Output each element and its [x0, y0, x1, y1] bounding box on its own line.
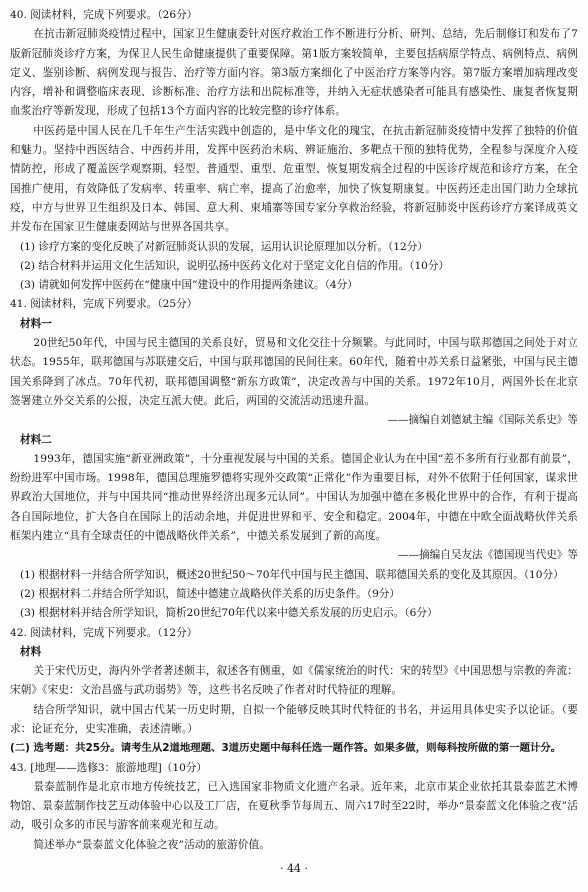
- material-2-text: 1993年，德国实施“新亚洲政策”，十分重视发展与中国的关系。德国企业认为在中国“差不多所有行业都有前景”，纷纷进军中国市场。1998年，德国总理施罗德将实现外交政策“正常化”作为重要目标，对外不依附于任何国家，谋求世界政治大国地位，并与中国共同“推动世界经济出现多元认同”。中国认为加强中德在多极化世界中的合作，有利于提高各自国际地位，扩大各自在国际上的活动余地，并促进世界和平、安全和稳定。2004年，中德在中欧全面战略伙伴关系框架内建立“具有全球责任的中德战略伙伴关系”，中德关系发展到了新的高度。: [10, 452, 578, 543]
- exam-page: [10, 6, 578, 855]
- question-43-text: 景泰蓝制作是北京市地方传统技艺，已入选国家非物质文化遗产名录。近年来，北京市某企业依托其景泰蓝艺术博物馆、景泰蓝制作技艺互动体验中心以及工厂店，在夏秋季节每周五、周六17时至22时，举办“景泰蓝文化体验之夜”活动，吸引众多的市民与游客前来观光和互动。: [10, 780, 578, 832]
- question-41-item-2: (2) 根据材料二并结合所学知识，简述中德建立战略伙伴关系的历史条件。（9分）: [20, 587, 400, 600]
- question-41-item-3: (3) 根据材料并结合所学知识，简析20世纪70年代以来中德关系发展的历史启示。（6分）: [20, 607, 438, 620]
- question-40-para-1: 在抗击新冠肺炎疫情过程中，国家卫生健康委针对医疗救治工作不断进行分析、研判、总结，先后制修订和发布了7版新冠肺炎诊疗方案，为保卫人民生命健康提供了重要保障。第1版方案较简单，主要包括病原学特点、病例特点、病例定义、鉴别诊断、病例发现与报告、治疗等方面内容。第3版方案细化了中医治疗方案等内容。第7版方案增加病理改变内容，增补和调整临床表现、诊断标准、治疗方法和出院标准等，并纳入无症状感染者可能具有感染性、康复者恢复期血浆治疗等新发现，形成了包括13个方面内容的比较完整的诊疗体系。: [10, 28, 578, 118]
- material-1-label: 材料一: [20, 317, 52, 330]
- question-40-item-2: (2) 结合材料并运用文化生活知识，说明弘扬中医药文化对于坚定文化自信的作用。（10分）: [20, 259, 450, 272]
- question-40-item-3: (3) 请就如何发挥中医药在“健康中国”建设中的作用提两条建议。（4分）: [20, 279, 358, 292]
- question-42-material-text: 关于宋代历史，海内外学者著述颇丰，叙述各有侧重，如《儒家统治的时代：宋的转型》《中国思想与宗教的奔流：宋朝》《宋史：文治昌盛与武功弱势》等，这些书名反映了作者对时代特征的理解。: [10, 665, 578, 697]
- question-40-stem: 40. 阅读材料，完成下列要求。（26分）: [10, 9, 198, 21]
- material-1-source: ——摘编自刘德斌主编《国际关系史》等: [387, 414, 578, 427]
- question-42-material-label: 材料: [20, 645, 42, 658]
- question-41-stem: 41. 阅读材料，完成下列要求。（25分）: [10, 298, 198, 311]
- material-1-text: 20世纪50年代，中国与民主德国的关系良好，贸易和文化交往十分频繁。与此同时，中国与联邦德国之间处于对立状态。1955年，联邦德国与苏联建交后，中国与联邦德国的民间往来。60年代，随着中苏关系日益紧张，中国与民主德国关系降到了冰点。70年代初，联邦德国调整“新东方政策”，决定改善与中国的关系。1972年10月，两国外长在北京签署建立外交关系的公报，决定互派大使。此后，两国的交流活动迅速升温。: [10, 337, 578, 407]
- question-40-item-1: (1) 诊疗方案的变化反映了对新冠肺炎认识的发展，运用认识论原理加以分析。（12分）: [20, 240, 428, 253]
- section-2-heading: (二) 选考题：共25分。请考生从2道地理题、3道历史题中每科任选一题作答。如果多做，则每科按所做的第一题计分。: [10, 742, 562, 755]
- question-40-para-2: 中医药是中国人民在几千年生产生活实践中创造的，是中华文化的瑰宝，在抗击新冠肺炎疫情中发挥了独特的价值和魅力。坚持中西医结合、中西药并用，发挥中医药治未病、辨证施治、多靶点干预的独特优势，全程参与深度介入疫情防控，形成了覆盖医学观察期、轻型、普通型、重型、危重型、恢复期发病全过程的中医诊疗规范和诊疗方案，在全国推广使用，有效降低了发病率、转重率、病亡率，提高了治愈率，加快了恢复期康复。中医药还走出国门助力全球抗疫，中方与世界卫生组织及日本、韩国、意大利、柬埔寨等国专家分享救治经验，将新冠肺炎中医药诊疗方案译成英文并发布在国家卫生健康委网站与世界各国共享。: [10, 124, 578, 234]
- question-43-requirement: 简述举办“景泰蓝文化体验之夜”活动的旅游价值。: [33, 838, 271, 851]
- page-number: · 44 ·: [280, 862, 308, 875]
- question-42-requirement: 结合所学知识，就中国古代某一历史时期，自拟一个能够反映其时代特征的书名，并运用具体史实予以论证。（要求：论证充分，史实准确，表述清晰。）: [10, 703, 578, 735]
- question-42-stem: 42. 阅读材料，完成下列要求。（12分）: [10, 626, 198, 639]
- question-41-item-1: (1) 根据材料一并结合所学知识，概述20世纪50～70年代中国与民主德国、联邦德国关系的变化及其原因。（10分）: [20, 568, 564, 581]
- material-2-label: 材料二: [20, 433, 52, 446]
- material-2-source: ——摘编自吴友法《德国现当代史》等: [397, 549, 578, 562]
- question-43-stem: 43. [地理——选修3：旅游地理]（10分）: [10, 761, 208, 774]
